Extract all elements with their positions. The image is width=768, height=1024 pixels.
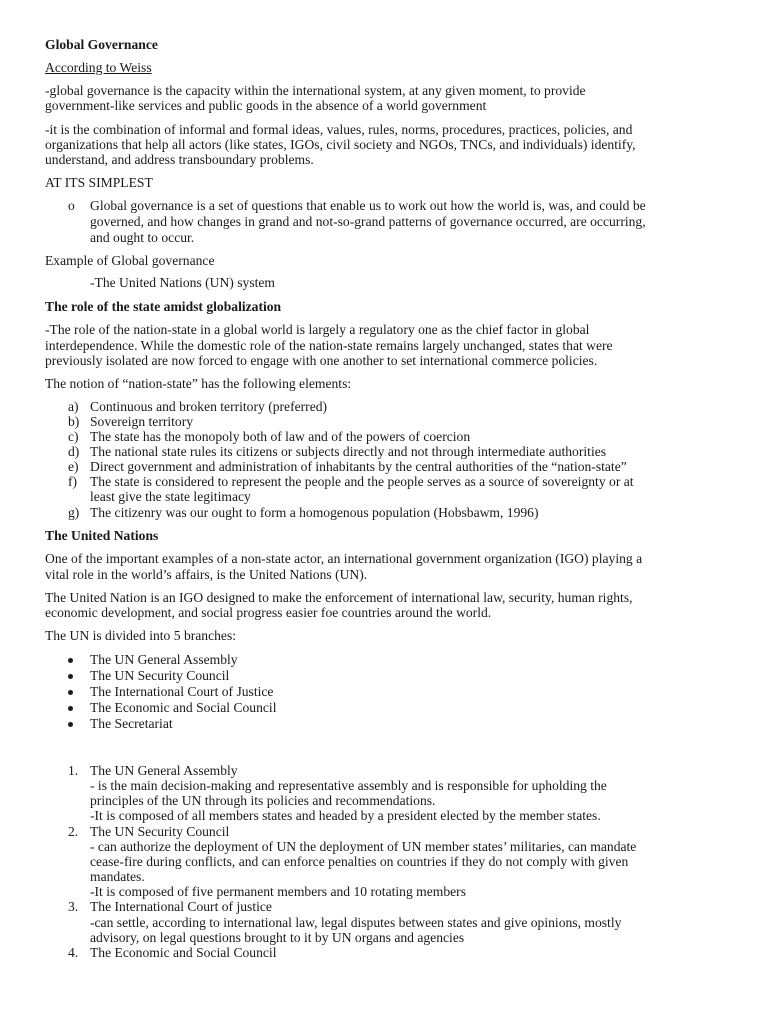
list-marker: 3. xyxy=(68,899,79,914)
list-item-detail: -It is composed of all members states and headed by a president elected by the member states. xyxy=(90,808,601,823)
bullet-marker-o: o xyxy=(68,198,75,213)
paragraph-line: The UN is divided into 5 branches: xyxy=(45,628,237,643)
paragraph-line: understand, and address transboundary problems. xyxy=(45,152,314,167)
list-item: The Economic and Social Council xyxy=(90,945,277,960)
list-marker: 1. xyxy=(68,763,79,778)
paragraph-line: previously isolated are now forced to engage with one another to set international commerce policies. xyxy=(45,353,598,368)
paragraph-line: -The United Nations (UN) system xyxy=(90,275,275,290)
list-item-detail: - is the main decision-making and representative assembly and is responsible for upholding the xyxy=(90,778,607,793)
bullet-dot xyxy=(68,722,73,727)
paragraph-line: government-like services and public goods in the absence of a world government xyxy=(45,98,487,113)
list-item-detail: advisory, on legal questions brought to it by UN organs and agencies xyxy=(90,930,465,945)
list-marker: a) xyxy=(68,399,79,414)
list-marker: 2. xyxy=(68,824,79,839)
list-item: The UN General Assembly xyxy=(90,652,238,667)
list-item: The citizenry was our ought to form a homogenous population (Hobsbawm, 1996) xyxy=(90,505,539,520)
list-item: The Economic and Social Council xyxy=(90,700,277,715)
paragraph-line: Example of Global governance xyxy=(45,253,215,268)
paragraph-line: Global governance is a set of questions that enable us to work out how the world is, was, and could be xyxy=(90,198,646,213)
paragraph-line: and ought to occur. xyxy=(90,230,195,245)
list-item: The state has the monopoly both of law and of the powers of coercion xyxy=(90,429,471,444)
paragraph-line: -The role of the nation-state in a global world is largely a regulatory one as the chief factor in global xyxy=(45,322,590,337)
list-item: The UN Security Council xyxy=(90,668,230,683)
heading-united-nations: The United Nations xyxy=(45,528,159,543)
list-item: Continuous and broken territory (preferred) xyxy=(90,399,328,414)
subheading-according-to-weiss: According to Weiss xyxy=(45,60,152,75)
list-item: The national state rules its citizens or subjects directly and not through intermediate authorities xyxy=(90,444,607,459)
bullet-dot xyxy=(68,658,73,663)
list-marker: f) xyxy=(68,474,78,489)
paragraph-line: The United Nation is an IGO designed to make the enforcement of international law, security, human rights, xyxy=(45,590,633,605)
list-marker: g) xyxy=(68,505,80,520)
list-marker: e) xyxy=(68,459,79,474)
paragraph-line: One of the important examples of a non-state actor, an international government organization (IGO) playing a xyxy=(45,551,643,566)
list-marker: 4. xyxy=(68,945,79,960)
list-item: The state is considered to represent the people and the people serves as a source of sovereignty or at xyxy=(90,474,634,489)
list-item-continuation: least give the state legitimacy xyxy=(90,489,251,504)
paragraph-line: -global governance is the capacity within the international system, at any given moment, to provide xyxy=(45,83,586,98)
list-marker: c) xyxy=(68,429,79,444)
paragraph-line: interdependence. While the domestic role of the nation-state remains largely unchanged, states that were xyxy=(45,338,613,353)
paragraph-line: vital role in the world’s affairs, is the United Nations (UN). xyxy=(45,567,368,582)
bullet-dot xyxy=(68,706,73,711)
list-item-detail: -It is composed of five permanent members and 10 rotating members xyxy=(90,884,466,899)
paragraph-line: The notion of “nation-state” has the following elements: xyxy=(45,376,352,391)
list-item-detail: mandates. xyxy=(90,869,145,884)
list-item: The International Court of justice xyxy=(90,899,272,914)
bullet-dot xyxy=(68,690,73,695)
list-item-detail: cease-fire during conflicts, and can enforce penalties on countries if they do not comply with given xyxy=(90,854,629,869)
list-item-detail: -can settle, according to international law, legal disputes between states and give opinions, mostly xyxy=(90,915,622,930)
list-item-detail: - can authorize the deployment of UN the deployment of UN member states’ militaries, can mandate xyxy=(90,839,637,854)
heading-role-of-state: The role of the state amidst globalization xyxy=(45,299,282,314)
list-item: The UN General Assembly xyxy=(90,763,238,778)
list-item-detail: principles of the UN through its policies and recommendations. xyxy=(90,793,436,808)
list-marker: b) xyxy=(68,414,80,429)
paragraph-line: organizations that help all actors (like states, IGOs, civil society and NGOs, TNCs, and individuals) identify, xyxy=(45,137,636,152)
paragraph-line: economic development, and social progress easier foe countries around the world. xyxy=(45,605,492,620)
bullet-dot xyxy=(68,674,73,679)
list-item: Sovereign territory xyxy=(90,414,194,429)
heading-global-governance: Global Governance xyxy=(45,37,158,52)
list-marker: d) xyxy=(68,444,80,459)
paragraph-line: -it is the combination of informal and formal ideas, values, rules, norms, procedures, practices, policies, and xyxy=(45,122,633,137)
list-item: Direct government and administration of inhabitants by the central authorities of the “nation-state” xyxy=(90,459,627,474)
list-item: The Secretariat xyxy=(90,716,173,731)
list-item: The UN Security Council xyxy=(90,824,230,839)
section-label: AT ITS SIMPLEST xyxy=(45,175,153,190)
list-item: The International Court of Justice xyxy=(90,684,274,699)
paragraph-line: governed, and how changes in grand and not-so-grand patterns of governance occurred, are occurring, xyxy=(90,214,646,229)
